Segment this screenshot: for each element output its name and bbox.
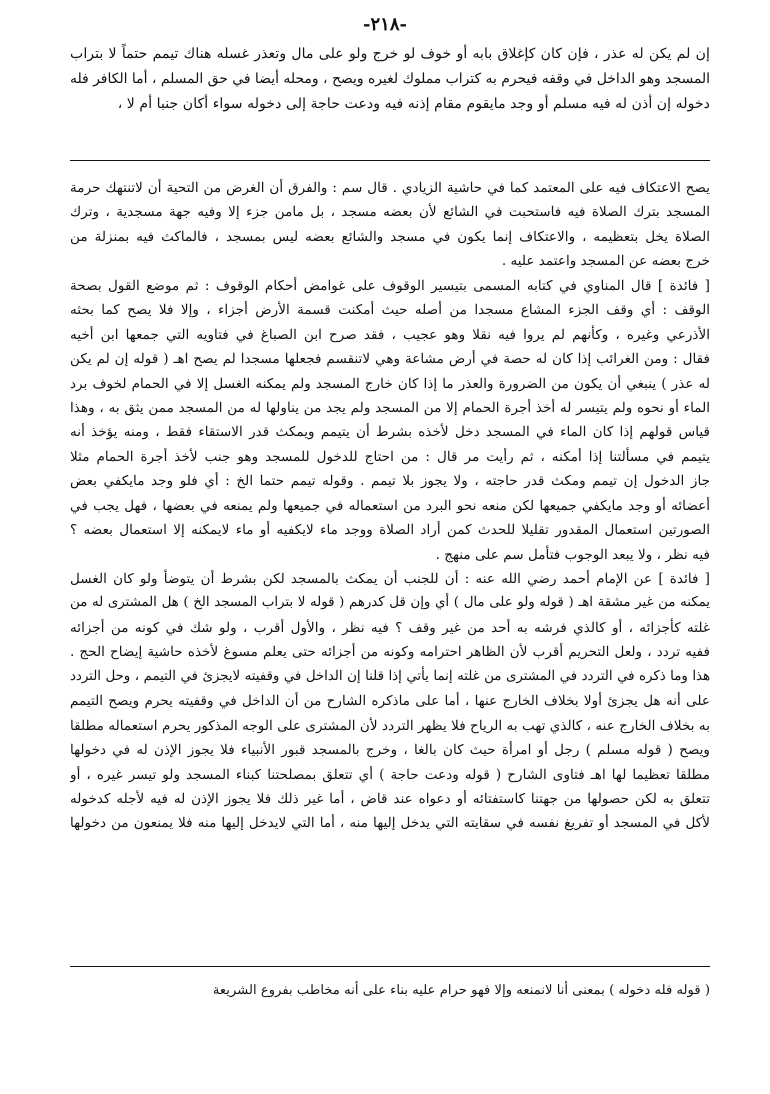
commentary-line: الصلاة يخل بتعظيمه ، والاعتكاف إنما يكون في مسجد والشائع بعضه ليس بمسجد ، فالماكث فيه بمنزلة من (70, 228, 710, 245)
commentary-line: هذا وما ذكره في التردد في المشترى من غلته إنما يأتي إذا قلنا إن الداخل في وقفيته لايجزئ في التيمم ، وحل التردد (70, 668, 710, 684)
commentary-line: مطلقا تعظيما لها اهـ فتاوى الشارح ( قوله ودعت حاجة ) أي تتعلق بمصلحتنا كبناء المسجد ولو تيسر غيره ، أو (70, 766, 710, 783)
commentary-line: يتيمم في مسألتنا إذا أمكنه ، ثم رأيت مر قال : من احتاج للدخول للمسجد وهو جنب لأخذ أجرة الحمام مثلا (70, 448, 710, 465)
main-text-line: المسجد وهو الداخل في وقفه فيحرم به كتراب مملوك لغيره ويصح ، ومحله أيضا في حق المسلم ، أما الكافر فله (70, 71, 710, 87)
separator-rule (70, 160, 710, 161)
main-text (70, 42, 710, 117)
commentary-line: الأذرعي وغيره ، وكأنهم لم يروا فيه نقلا وهو عجيب ، فقد صرح ابن الصباغ في فتاويه التي جمعها ابن أخيه (70, 326, 710, 343)
commentary-line: لأكل في المسجد أو تفريغ نفسه في سقايته التي يدخل إليها منه ، أما التي لايدخل إليها منه فلا يمنعون من دخولها (70, 815, 710, 832)
commentary-line: المسجد بترك الصلاة فيه فاستحبت في الشائع لأن بعضه مسجد ، بل مامن جزء إلا وفيه جهة مسجدية ، وترك (70, 204, 710, 221)
commentary-line: أعضائه أو وجد مايكفي جميعها لكن منعه نحو البرد من استعماله في جميعها ولم يمنعه في بعضها ، فهل يجب في (70, 497, 710, 514)
commentary-line: خرج بعضه عن المسجد واعتمد عليه . (501, 253, 710, 270)
commentary (70, 176, 710, 836)
commentary-line: يمكنه من غير مشقة اهـ ( قوله ولو على مال ) أي وإن قل كدرهم ( قوله لا بتراب المسجد الخ ) هل المشترى له من (70, 595, 710, 611)
main-text-line: إن لم يكن له عذر ، فإن كان كإغلاق بابه أو خوف لو خرج ولو على مال وتعذر غسله هناك تيمم حتماً لا بتراب (70, 46, 710, 62)
commentary-line: ففيه تردد ، ولعل التحريم أقرب لأن الظاهر احترامه وكونه من أجزائه حتى يعلم مسوغ لأخذه حاشية إيضاح الحج . (70, 644, 710, 661)
commentary-line: الماء أو نحوه ولم يتيسر له أخذ أجرة الحمام إلا من المسجد ولم يجد من يناولها له من المسجد ممن يثق به ، وهذا (70, 399, 710, 416)
commentary-line: به بخلاف الخارج عنه ، كالذي تهب به الرياح فلا يظهر التردد لأن المشترى على الوجه المذكور يحرم استعماله مطلقا (70, 717, 710, 734)
commentary-line: تتعلق به لكن حصولها من جهتنا كاستفتائه أو دعواه عند قاض ، أما غير ذلك فلا يجوز الإذن له فيه لأجله كدخوله (70, 790, 710, 807)
commentary-line: فيه نظر ، ولا يبعد الوجوب فتأمل سم على منهج . (435, 546, 710, 563)
commentary-line: قياس قولهم إذا كان الماء في المسجد دخل لأخذه بشرط أن يتيمم ويمكث قدر الاستقاء فقط ، ومنه يؤخذ أنه (70, 424, 710, 441)
commentary-line: فقال : ومن الغرائب إذا كان له حصة في أرض مشاعة وهي لاتنقسم فجعلها مسجدا لم يصح اهـ ( قوله إن لم يكن (70, 351, 710, 368)
commentary-line: الصورتين استعمال المقدور تقليلا للحدث كمن أراد الصلاة ووجد ماء لايكفيه أو ماء لايمكنه إلا استعمال بعضه ؟ (70, 522, 710, 539)
commentary-line: الوقف : أي وقف الجزء المشاع مسجدا من أصله حيث أمكنت قسمة الأرض أجزاء ، وإلا فلا يصح كما بحثه (70, 302, 710, 319)
page-number: -٢١٨- (363, 14, 407, 35)
bottom-note-line: ( قوله فله دخوله ) بمعنى أنا لانمنعه وإلا فهو حرام عليه بناء على أنه مخاطب بفروع الشريعة (212, 983, 710, 998)
commentary-line: له عذر ) ينبغي أن يكون من الضرورة والعذر ما إذا كان خارج المسجد ولم يمكنه الغسل إلا في الحمام لخوف برد (70, 375, 710, 392)
commentary-line: على أنه هل يجزئ أولا بخلاف الخارج عنها ، أما على ماذكره الشارح من أن الداخل في وقفيته يحرم ويصح التيمم (70, 693, 710, 710)
bottom-note (70, 978, 710, 1004)
commentary-line: جاز الدخول إن تيمم ومكث قدر حاجته ، ولا يجوز بلا تيمم . وقوله تيمم حتما الخ : أي فلو وجد مايكفي بعض (70, 473, 710, 490)
commentary-line: يصح الاعتكاف فيه على المعتمد كما في حاشية الزيادي . قال سم : والفرق أن الغرض من التحية أن لاتنتهك حرمة (70, 180, 710, 196)
commentary-line: [ فائدة ] قال المناوي في كتابه المسمى بتيسير الوقوف على غوامض أحكام الوقوف : ثم موضع القول بصحة (70, 277, 710, 294)
main-text-line: دخوله إن أذن له فيه مسلم أو وجد مايقوم مقام إذنه فيه ودعت حاجة إلى دخوله سواء أكان جنبا أم لا ، (117, 96, 710, 112)
separator-rule (70, 966, 710, 967)
commentary-line: ويصح ( قوله مسلم ) رجل أو امرأة حيث كان بالغا ، وخرج بالمسجد قبور الأنبياء فلا يجوز الإذن له في دخولها (70, 742, 710, 759)
commentary-line: [ فائدة ] عن الإمام أحمد رضي الله عنه : أن للجنب أن يمكث بالمسجد لكن بشرط أن يتوضأ ولو كان الغسل (70, 571, 710, 587)
commentary-line: غلته كأجزائه ، أو كالذي فرشه به أحد من غير وقف ؟ فيه نظر ، والأول أقرب ، ولو شك في كونه من أجزائه (70, 619, 710, 636)
